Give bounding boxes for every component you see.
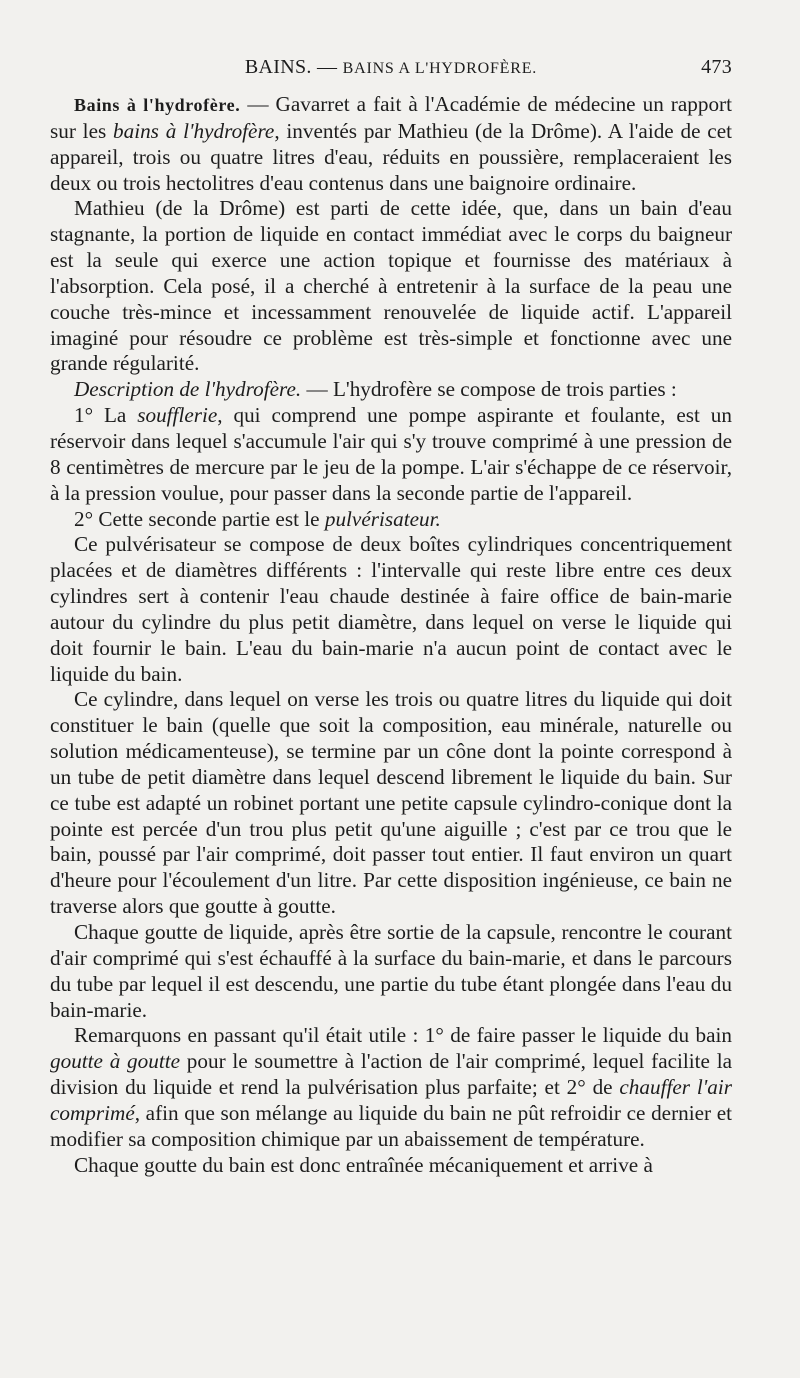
paragraph-2: Mathieu (de la Drôme) est parti de cette idée, que, dans un bain d'eau stagnante, la portion de liquide en contact immédiat avec le corps du baigneur est la seule qui exerce une action topique et fournisse des matériaux à l'absorption. Cela posé, il a cherché à entretenir à la surface de la peau une couche très-mince et incessamment renouvelée de liquide actif. L'appareil imaginé pour résoudre ce problème est très-simple et fonctionne avec une grande régularité. [50, 196, 732, 376]
page-number: 473 [701, 56, 732, 78]
emphasis: pulvérisateur. [324, 506, 441, 531]
section-lead: Bains à l'hydrofère. [74, 95, 241, 115]
header-subsection: BAINS A L'HYDROFÈRE. [342, 60, 538, 77]
paragraph-1: Bains à l'hydrofère. — Gavarret a fait à l'Académie de médecine un rapport sur les bains à l'hydrofère, inventés par Mathieu (de la Drôme). A l'aide de cet appareil, trois ou quatre litres d'eau, réduits en poussière, remplaceraient les deux ou trois hectolitres d'eau contenus dans une baignoire ordinaire. [50, 92, 732, 195]
paragraph-4: 1° La soufflerie, qui comprend une pompe aspirante et foulante, est un réservoir dans lequel s'accumule l'air qui s'y trouve comprimé à une pression de 8 centimètres de mercure par le jeu de la pompe. L'air s'échappe de ce réservoir, à la pression voulue, pour passer dans la seconde partie de l'appareil. [50, 403, 732, 505]
paragraph-8: Chaque goutte de liquide, après être sortie de la capsule, rencontre le courant d'air comprimé qui s'est échauffé à la surface du bain-marie, et dans le parcours du tube par lequel il est descendu, une partie du tube étant plongée dans l'eau du bain-marie. [50, 920, 732, 1022]
paragraph-9: Remarquons en passant qu'il était utile : 1° de faire passer le liquide du bain goutte à goutte pour le soumettre à l'action de l'air comprimé, lequel facilite la division du liquide et rend la pulvérisation plus parfaite; et 2° de chauffer l'air comprimé, afin que son mélange au liquide du bain ne pût refroidir ce dernier et modifier sa composition chimique par un abaissement de température. [50, 1023, 733, 1151]
header-dash: — [311, 56, 343, 78]
subsection-heading: Description de l'hydrofère. [74, 377, 302, 402]
paragraph-5: 2° Cette seconde partie est le pulvérisateur. [74, 506, 441, 531]
paragraph-6: Ce pulvérisateur se compose de deux boîtes cylindriques concentriquement placées et de diamètres différents : l'intervalle qui reste libre entre ces deux cylindres sert à contenir l'eau chaude destinée à faire office de bain-marie autour du cylindre du plus petit diamètre, dans lequel on verse le liquide qui doit fournir le bain. L'eau du bain-marie n'a aucun point de contact avec le liquide du bain. [50, 532, 732, 686]
paragraph-3: Description de l'hydrofère. — L'hydrofère se compose de trois parties : [74, 377, 677, 402]
emphasis: chauffer l'air comprimé [50, 1075, 732, 1125]
emphasis: bains à l'hydrofère [113, 118, 275, 143]
paragraph-10: Chaque goutte du bain est donc entraînée mécaniquement et arrive à [74, 1152, 653, 1177]
running-head [50, 56, 732, 86]
emphasis: soufflerie [137, 403, 218, 428]
paragraph-7: Ce cylindre, dans lequel on verse les trois ou quatre litres du liquide qui doit constituer le bain (quelle que soit la composition, eau minérale, naturelle ou solution médicamenteuse), se termine par un cône dont la pointe correspond à un tube de petit diamètre dans lequel descend librement le liquide du bain. Sur ce tube est adapté un robinet portant une petite capsule cylindro-conique dont la pointe est percée d'un trou plus petit qu'une aiguille ; c'est par ce trou que le bain, poussé par l'air comprimé, doit passer tout entier. Il faut environ un quart d'heure pour l'écoulement d'un litre. Par cette disposition ingénieuse, ce bain ne traverse alors que goutte à goutte. [50, 687, 732, 919]
emphasis: goutte à goutte [50, 1049, 181, 1074]
header-section: BAINS. [244, 56, 312, 78]
